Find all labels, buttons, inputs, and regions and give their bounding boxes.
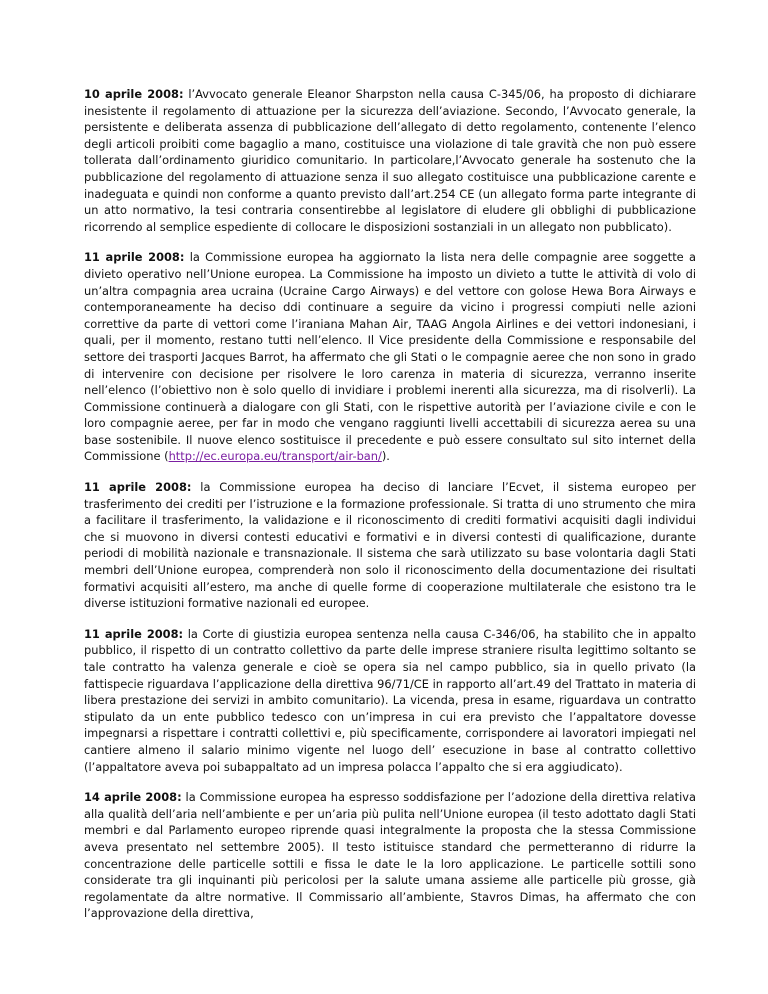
- news-entry-1: [84, 86, 696, 235]
- news-entry-2: [84, 249, 696, 465]
- news-entry-5: [84, 789, 696, 922]
- document-page: [84, 86, 696, 936]
- entry-text: la Corte di giustizia europea sentenza nella causa C-346/06, ha stabilito che in appalto pubblico, il rispetto di un contratto collettivo da parte delle imprese straniere risulta legittimo soltanto se tale contratto ha valenza generale e cioè se opera sia nel campo pubblico, sia in quello privato (la fattispecie riguardava l’applicazione della direttiva 96/71/CE in rapporto all’art.49 del Trattato in materia di libera prestazione dei servizi in ambito comunitario). La vicenda, presa in esame, riguardava un contratto stipulato da un ente pubblico tedesco con un’impresa in cui era previsto che l’appaltatore dovesse impegnarsi a rispettare i contratti collettivi e, più specificamente, corrispondere ai lavoratori impiegati nel cantiere almeno il salario minimo vigente nel luogo dell’ esecuzione in base al contratto collettivo (l’appaltatore aveva poi subappaltato ad un impresa polacca l’appalto che si era aggiudicato).: [84, 626, 696, 774]
- news-entry-4: [84, 626, 696, 775]
- entry-text: la Commissione europea ha espresso soddisfazione per l’adozione della direttiva relativa alla qualità dell’aria nell’ambiente e per un’aria più pulita nell’Unione europea (il testo adottato dagli Stati membri e dal Parlamento europeo riprende quasi integralmente la proposta che la stessa Commissione aveva presentato nel settembre 2005). Il testo istituisce standard che permetteranno di ridurre la concentrazione delle particelle sottili e fissa le date le la loro applicazione. Le particelle sottili sono considerate tra gli inquinanti più pericolosi per la salute umana assieme alle particelle più grosse, già regolamentate da altre normative. Il Commissario all’ambiente, Stavros Dimas, ha affermato che con l’approvazione della direttiva,: [84, 790, 696, 921]
- entry-date: 10 aprile 2008:: [84, 87, 184, 101]
- air-ban-link[interactable]: http://ec.europa.eu/transport/air-ban/: [168, 449, 382, 464]
- entry-date: 11 aprile 2008:: [84, 626, 184, 641]
- entry-text: l’Avvocato generale Eleanor Sharpston nella causa C-345/06, ha proposto di dichiarare inesistente il regolamento di attuazione per la sicurezza dell’aviazione. Secondo, l’Avvocato generale, la persistente e deliberata assenza di pubblicazione dell’allegato di detto regolamento, contenente l’elenco degli articoli proibiti come bagaglio a mano, costituisce una violazione di tale gravità che non può essere tollerata dall’ordinamento giuridico comunitario. In particolare,l’Avvocato generale ha sostenuto che la pubblicazione del regolamento di attuazione senza il suo allegato costituisce una pubblicazione carente e inadeguata e quindi non conforme a quanto previsto dall’art.254 CE (un allegato forma parte integrante di un atto normativo, la tesi contraria consentirebbe al legislatore di eludere gli obblighi di pubblicazione ricorrendo al semplice espediente di collocare le disposizioni sostanziali in un allegato non pubblicato).: [84, 87, 696, 234]
- news-entry-3: [84, 479, 696, 612]
- entry-date: 14 aprile 2008:: [84, 790, 182, 805]
- entry-text: la Commissione europea ha deciso di lanciare l’Ecvet, il sistema europeo per trasferimento dei crediti per l’istruzione e la formazione professionale. Si tratta di uno strumento che mira a facilitare il trasferimento, la validazione e il riconoscimento di crediti formativi acquisiti dagli individui che si muovono in diversi contesti educativi e formativi e in diversi contesti di qualificazione, durante periodi di mobilità nazionale e transnazionale. Il sistema che sarà utilizzato su base volontaria dagli Stati membri dell’Unione europea, comprenderà non solo il riconoscimento della documentazione dei risultati formativi acquisiti all’estero, ma anche di quelle forme di cooperazione multilaterale che esistono tra le diverse istituzioni formative nazionali ed europee.: [84, 480, 696, 611]
- entry-text: la Commissione europea ha aggiornato la lista nera delle compagnie aree soggette a divieto operativo nell’Unione europea. La Commissione ha imposto un divieto a tutte le attività di volo di un’altra compagnia area ucraina (Ucraine Cargo Airways) e del vettore con golose Hewa Bora Airways e contemporaneamente ha deciso ddi continuare a seguire da vicino i progressi compiuti nelle azioni correttive da parte di vettori come l’iraniana Mahan Air, TAAG Angola Airlines e dei vettori indonesiani, i quali, per il momento, restano tutti nell’elenco. Il Vice presidente della Commissione e responsabile del settore dei trasporti Jacques Barrot, ha affermato che gli Stati o le compagnie aeree che non sono in grado di intervenire con decisione per risolvere le loro carenza in materia di sicurezza, verranno inserite nell’elenco (l’obiettivo non è solo quello di invidiare i problemi inerenti alla sicurezza, ma di risolverli). La Commissione continuerà a dialogare con gli Stati, con le rispettive autorità per l’aviazione civile e con le loro compagnie aeree, per far in modo che vengano raggiunti livelli accettabili di sicurezza aerea su una base sostenibile. Il nuove elenco sostituisce il precedente e può essere consultato sul sito internet della Commissione (: [84, 250, 696, 464]
- entry-date: 11 aprile 2008:: [84, 250, 185, 265]
- entry-date: 11 aprile 2008:: [84, 480, 192, 495]
- entry-text-after-link: ).: [381, 449, 390, 464]
